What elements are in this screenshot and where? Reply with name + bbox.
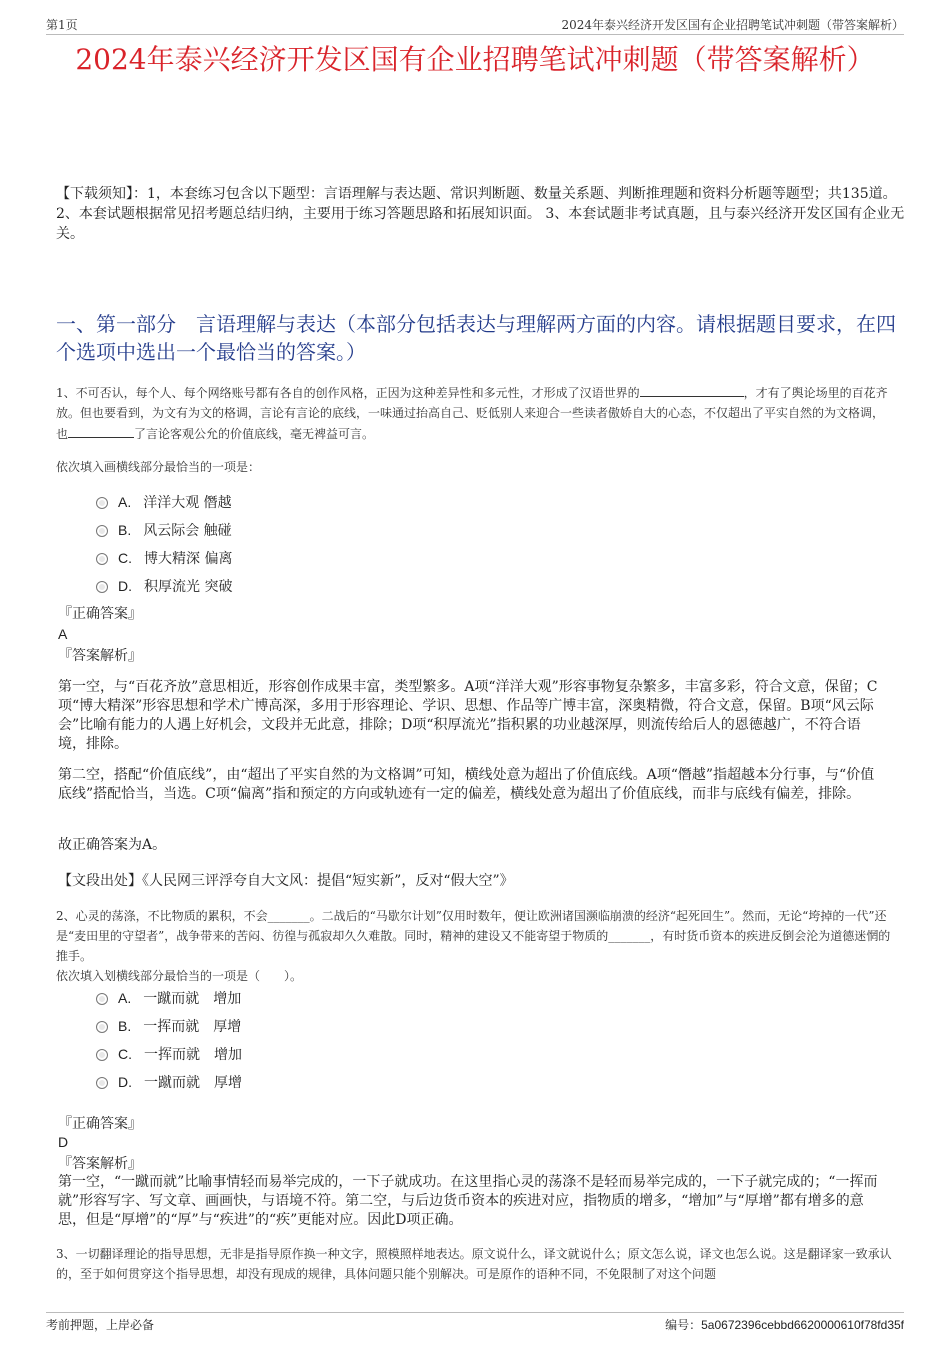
q1-option-d[interactable] [96,576,232,596]
option-letter: C. [118,550,132,566]
page-number: 第1页 [46,18,78,32]
q2-answer-label: 『正确答案』 [58,1116,142,1132]
radio-icon[interactable] [96,1049,108,1061]
q2-option-d[interactable] [96,1072,242,1092]
question-1-text [56,382,894,444]
question-1-text-c: 了言论客观公允的价值底线，毫无裨益可言。 [134,427,375,441]
footer-code [665,1316,904,1333]
radio-icon[interactable] [96,1021,108,1033]
question-2-prompt: 依次填入划横线部分最恰当的一项是（ ）。 [56,969,303,983]
page-header [46,14,904,35]
q1-answer: A [58,626,68,642]
radio-icon[interactable] [96,497,108,509]
option-letter: B. [118,522,132,538]
fill-blank-1 [640,382,744,397]
footer-code-label: 编号： [665,1318,702,1332]
question-2-text: 2、心灵的荡涤，不比物质的累积，不会_______。二战后的“马歇尔计划”仅用时数年，便让欧洲诸国濒临崩溃的经济“起死回生”。然而，无论“垮掉的一代”还是“麦田里的守望者”，战争带来的苦闷、彷徨与孤寂却久久难散。同时，精神的建设又不能寄望于物质的_______，有时货币资本的疾进反倒会沦为道德迷惘的推手。 [56,909,891,963]
option-text: 一挥而就 厚增 [143,1019,242,1035]
option-text: 一蹴而就 厚增 [144,1075,242,1091]
option-text: 洋洋大观 僭越 [143,495,232,511]
question-1-text-a: 1、不可否认，每个人、每个网络账号都有各自的创作风格，正因为这种差异性和多元性，才形成了汉语世界的 [56,386,640,400]
radio-icon[interactable] [96,525,108,537]
question-1-text-b: ，才有了舆论场里的百花齐放。但也要看到，为文有为文的格调，言论有言论的底线，一味通过抬高自己、贬低别人来迎合一些读者傲娇自大的心态，不仅超出了平实自然的为文格调，也 [56,386,888,441]
fill-blank-2 [68,423,134,438]
option-letter: C. [118,1046,132,1062]
option-text: 一挥而就 增加 [144,1047,242,1063]
footer-slogan: 考前押题，上岸必备 [46,1318,155,1332]
option-text: 博大精深 偏离 [144,551,233,567]
option-letter: D. [118,1074,132,1090]
q2-option-c[interactable] [96,1044,242,1064]
page-footer [46,1312,904,1332]
question-1-prompt: 依次填入画横线部分最恰当的一项是： [56,460,261,474]
radio-icon[interactable] [96,993,108,1005]
q1-analysis-label: 『答案解析』 [58,648,142,664]
option-text: 风云际会 触碰 [143,523,232,539]
q2-analysis-label: 『答案解析』 [58,1156,142,1172]
section-title: 一、第一部分 言语理解与表达（本部分包括表达与理解两方面的内容。请根据题目要求，在四个选项中选出一个最恰当的答案。） [56,312,896,364]
option-text: 积厚流光 突破 [144,579,233,595]
download-notice: 【下载须知】：1，本套练习包含以下题型：言语理解与表达题、常识判断题、数量关系题、判断推理题和资料分析题等题型；共135道。 2、本套试题根据常见招考题总结归纳，主要用于练习答题思路和拓展知识面。 3、本套试题非考试真题，且与泰兴经济开发区国有企业无关。 [56,186,905,242]
q2-option-a[interactable] [96,988,241,1008]
radio-icon[interactable] [96,553,108,565]
q1-option-c[interactable] [96,548,232,568]
radio-icon[interactable] [96,581,108,593]
q2-answer: D [58,1134,69,1150]
option-letter: A. [118,494,132,510]
q1-option-a[interactable] [96,492,232,512]
page-title: 2024年泰兴经济开发区国有企业招聘笔试冲刺题（带答案解析） [75,43,875,76]
option-letter: D. [118,578,132,594]
option-letter: B. [118,1018,132,1034]
q1-source: 【文段出处】《人民网三评浮夸自大文风：提倡“短实新”，反对“假大空”》 [58,873,514,889]
option-letter: A. [118,990,132,1006]
q1-analysis-1: 第一空，与“百花齐放”意思相近，形容创作成果丰富，类型繁多。A项“洋洋大观”形容事物复杂繁多，丰富多彩，符合文意，保留；C项“博大精深”形容思想和学术广博高深，多用于形容理论、学识、思想、作品等广博丰富，深奥精微，符合文意，保留。B项“风云际会”比喻有能力的人遇上好机会，文段并无此意，排除；D项“积厚流光”指积累的功业越深厚，则流传给后人的恩德越广，不符合语境，排除。 [58,679,878,752]
q1-analysis-3: 故正确答案为A。 [58,837,167,853]
footer-code-value: 5a0672396cebbd6620000610f78fd35f [701,1318,904,1332]
option-text: 一蹴而就 增加 [143,991,242,1007]
q1-analysis-2: 第二空，搭配“价值底线”，由“超出了平实自然的为文格调”可知，横线处意为超出了价值底线。A项“僭越”指超越本分行事，与“价值底线”搭配恰当，当选。C项“偏离”指和预定的方向或轨迹有一定的偏差，横线处意为超出了价值底线，而非与底线有偏差，排除。 [58,767,875,802]
q2-option-b[interactable] [96,1016,241,1036]
header-doc-title: 2024年泰兴经济开发区国有企业招聘笔试冲刺题（带答案解析） [561,18,904,32]
q1-option-b[interactable] [96,520,232,540]
q1-answer-label: 『正确答案』 [58,606,142,622]
radio-icon[interactable] [96,1077,108,1089]
question-3-text: 3、一切翻译理论的指导思想，无非是指导原作换一种文字，照模照样地表达。原文说什么，译文就说什么；原文怎么说，译文也怎么说。这是翻译家一致承认的，至于如何贯穿这个指导思想，却没有现成的规律，具体问题只能个别解决。可是原作的语种不同，不免限制了对这个问题 [56,1247,892,1281]
q2-analysis: 第一空，“一蹴而就”比喻事情轻而易举完成的，一下子就成功。在这里指心灵的荡涤不是轻而易举完成的，一下子就完成的；“一挥而就”形容写字、写文章、画画快，与语境不符。第二空，与后边货币资本的疾进对应，指物质的增多，“增加”与“厚增”都有增多的意思，但是“厚增”的“厚”与“疾进”的“疾”更能对应。因此D项正确。 [58,1174,878,1228]
